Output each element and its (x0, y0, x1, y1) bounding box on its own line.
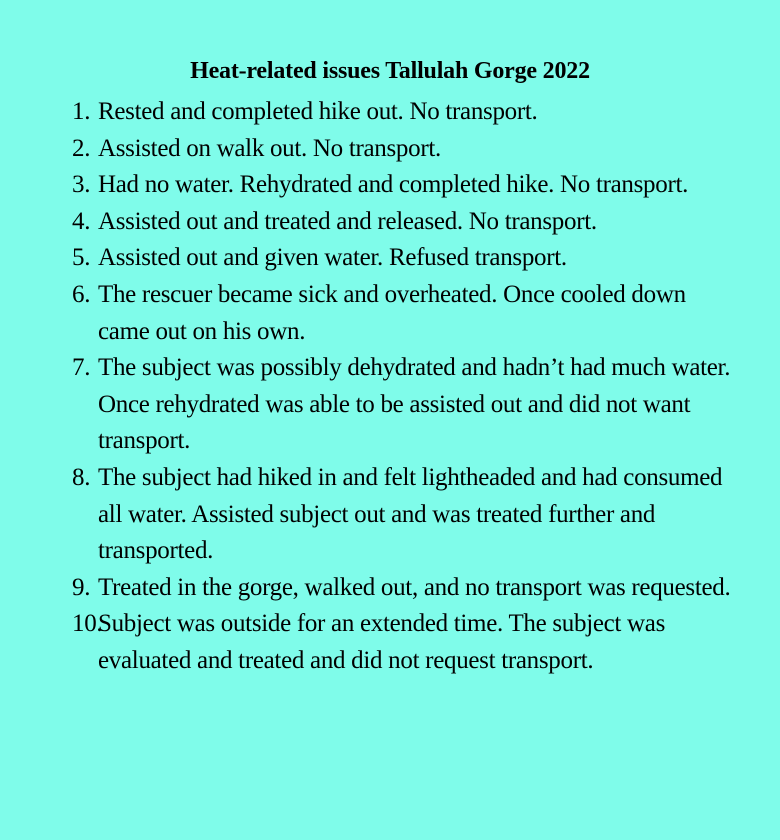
list-item-text: Subject was outside for an extended time. The subject was evaluated and treated and did not request transport. (98, 610, 666, 674)
list-item (0, 570, 780, 607)
list-item (0, 131, 780, 168)
list-item-number: 7. (72, 354, 91, 382)
list-item (0, 606, 780, 679)
incident-list (0, 94, 780, 680)
list-item (0, 167, 780, 204)
list-item-number: 9. (72, 573, 91, 601)
list-item-text: Rested and completed hike out. No transport. (98, 98, 538, 125)
list-item-number: 4. (72, 207, 91, 235)
list-item-number: 5. (72, 244, 91, 272)
list-item-number: 10. (72, 610, 103, 638)
list-item (0, 240, 780, 277)
list-item-text: Assisted out and given water. Refused transport. (98, 244, 567, 272)
list-item-text: The rescuer became sick and overheated. Once cooled down came out on his own. (98, 280, 686, 345)
list-item-text: Had no water. Rehydrated and completed hike. No transport. (98, 171, 689, 199)
list-item-number: 6. (72, 280, 91, 308)
list-item-text: Assisted out and treated and released. No transport. (98, 207, 597, 235)
list-item-number: 2. (72, 134, 91, 162)
list-item-text: Assisted on walk out. No transport. (98, 134, 441, 162)
list-item-number: 1. (72, 98, 91, 125)
list-item (0, 94, 780, 131)
list-item-number: 3. (72, 171, 91, 199)
list-item-text: The subject had hiked in and felt lightheaded and had consumed all water. Assisted subject out and was treated further and transported. (98, 463, 723, 565)
list-item-number: 8. (72, 463, 91, 491)
list-item-text: The subject was possibly dehydrated and hadn’t had much water. Once rehydrated was able to be assisted out and did not want transport. (98, 354, 731, 455)
list-item (0, 350, 780, 460)
list-item-text: Treated in the gorge, walked out, and no transport was requested. (98, 573, 731, 601)
document-title: Heat-related issues Tallulah Gorge 2022 (190, 58, 590, 84)
list-item (0, 460, 780, 570)
list-item (0, 277, 780, 350)
list-item (0, 204, 780, 241)
